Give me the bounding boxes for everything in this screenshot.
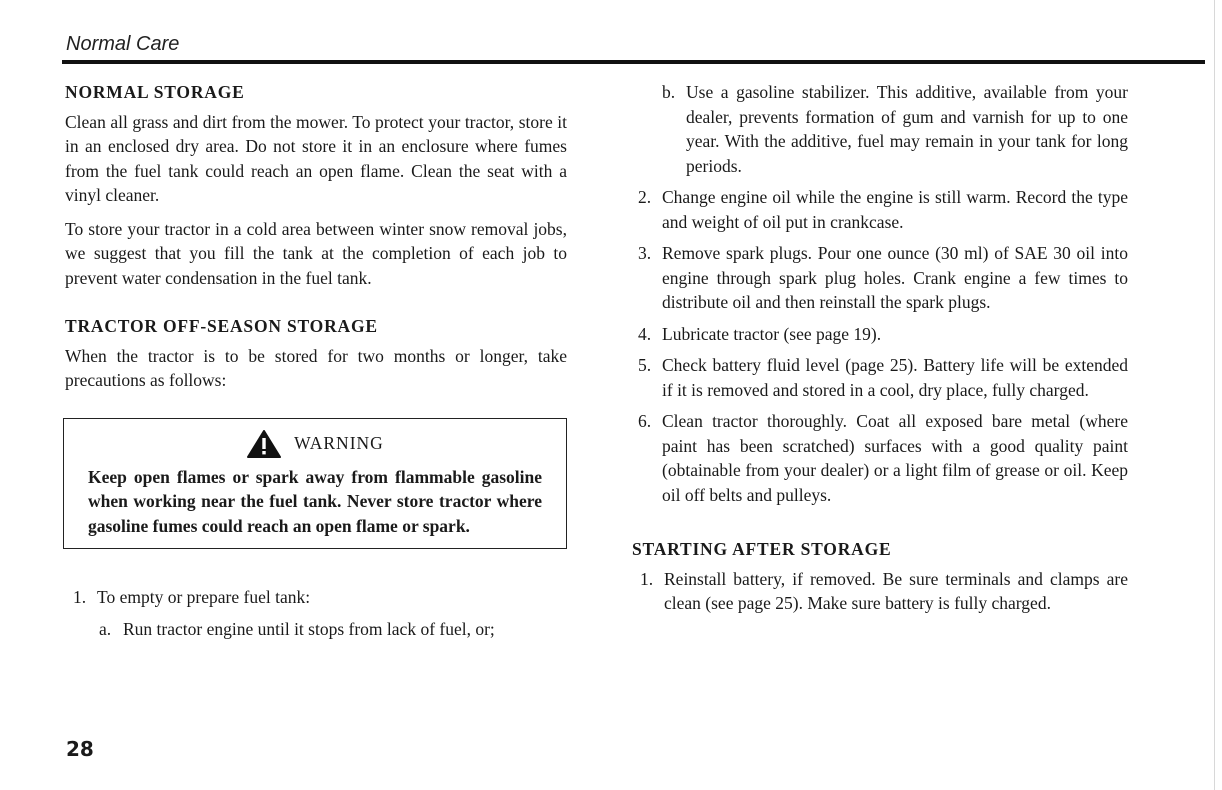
list-item — [99, 617, 567, 642]
warning-header — [88, 429, 542, 459]
list-item-text: Lubricate tractor (see page 19). — [662, 323, 882, 344]
list-item — [638, 353, 1128, 402]
normal-storage-heading: NORMAL STORAGE — [65, 82, 245, 102]
list-item-number: 1. — [73, 587, 87, 607]
list-item — [638, 322, 1128, 347]
list-item-text: To empty or prepare fuel tank: — [97, 587, 311, 607]
list-item — [638, 241, 1128, 315]
page-number: 28 — [66, 737, 94, 761]
list-item-text: Check battery fluid level (page 25). Battery life will be extended if it is removed and stored in a cool, dry place, fully charged. — [662, 355, 1128, 400]
warning-box — [63, 418, 567, 550]
list-item — [73, 585, 567, 610]
normal-storage-paragraph-1: Clean all grass and dirt from the mower. To protect your tractor, store it in an enclosed dry area. Do not store it in an enclosure where fumes from the fuel tank could reach an open flame. Clean the seat with a vinyl cleaner. — [65, 111, 567, 205]
list-item-text: Clean tractor thoroughly. Coat all exposed bare metal (where paint has been scratched) surfaces with a good quality paint (obtainable from your dealer) or a light film of grease or oil. Keep oil off belts and pulleys. — [662, 411, 1128, 505]
warning-text: Keep open flames or spark away from flammable gasoline when working near the fuel tank. Never store tractor where gasoline fumes could reach an open flame or spark. — [88, 466, 542, 536]
list-item-text: Remove spark plugs. Pour one ounce (30 ml) of SAE 30 oil into engine through spark plug holes. Crank engine a few times to distribute oil and then reinstall the spark plugs. — [662, 243, 1128, 312]
warning-title: WARNING — [294, 433, 384, 454]
list-item — [638, 409, 1128, 507]
page-header-title: Normal Care — [66, 33, 180, 55]
list-item — [662, 80, 1128, 178]
list-item-number: 1. — [640, 568, 654, 589]
offseason-intro: When the tractor is to be stored for two months or longer, take precautions as follows: — [65, 345, 567, 390]
offseason-storage-heading: TRACTOR OFF-SEASON STORAGE — [65, 316, 378, 336]
list-item-text: Run tractor engine until it stops from lack of fuel, or; — [123, 618, 495, 639]
list-item-number: 4. — [638, 323, 652, 344]
starting-steps-list — [632, 567, 1128, 616]
list-item-number: 2. — [638, 187, 652, 207]
page-edge-line — [1214, 0, 1215, 790]
left-column — [65, 80, 567, 648]
list-item-number: 5. — [638, 355, 652, 375]
list-item-text: Reinstall battery, if removed. Be sure terminals and clamps are clean (see page 25). Make sure battery is fully charged. — [664, 568, 1128, 613]
list-item — [638, 185, 1128, 234]
list-item-text: Use a gasoline stabilizer. This additive, available from your dealer, prevents formation of gum and varnish for up to one year. With the additive, fuel may remain in your tank for long periods. — [686, 82, 1128, 176]
list-item-number: 3. — [638, 243, 652, 263]
list-item-number: a. — [99, 618, 112, 639]
normal-storage-paragraph-2: To store your tractor in a cold area between winter snow removal jobs, we suggest that you fill the tank at the completion of each job to prevent water condensation in the fuel tank. — [65, 218, 567, 288]
right-steps-list — [632, 80, 1128, 507]
list-item-text: Change engine oil while the engine is still warm. Record the type and weight of oil put in crankcase. — [662, 187, 1128, 232]
left-steps-list — [65, 585, 567, 641]
right-column — [632, 80, 1128, 623]
header-rule — [62, 60, 1205, 64]
list-item-number: b. — [662, 82, 676, 102]
list-item-number: 6. — [638, 411, 652, 431]
warning-triangle-icon — [246, 429, 282, 459]
list-item — [640, 567, 1128, 616]
starting-after-storage-heading: STARTING AFTER STORAGE — [632, 539, 892, 559]
